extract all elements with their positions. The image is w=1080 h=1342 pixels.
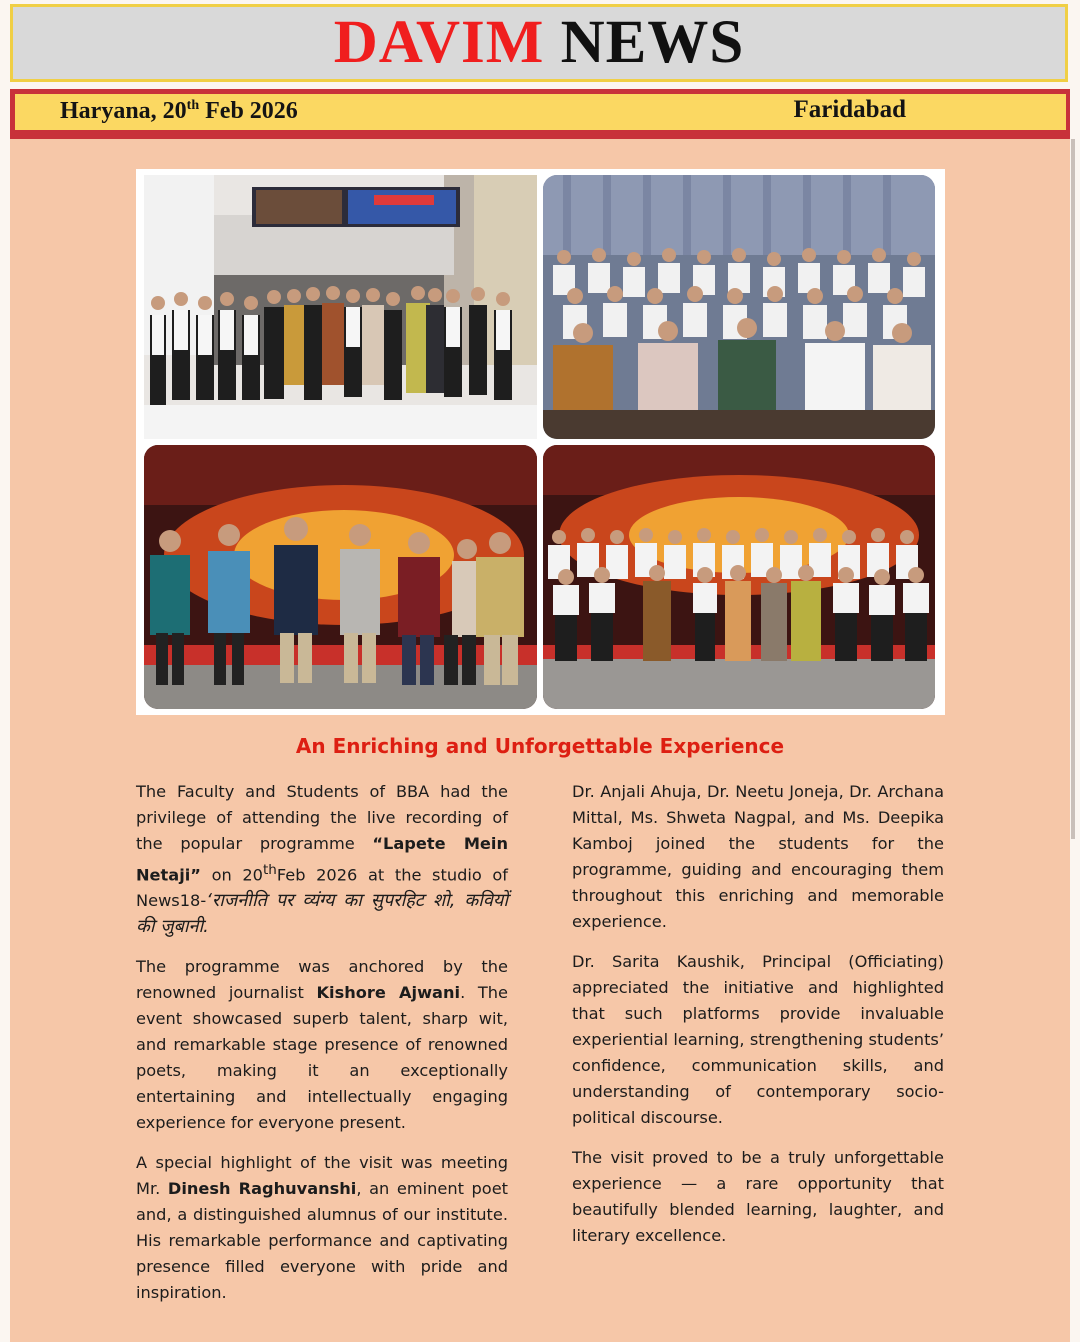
photo-poets-on-set <box>144 445 537 709</box>
photo-collage <box>136 169 945 715</box>
masthead-title <box>13 7 1065 79</box>
paragraph-principal: Dr. Sarita Kaushik, Principal (Officiating) appreciated the initiative and highlighted that such platforms provide invaluable experiential learning, strengthening students’ confidence, communication skills, and understanding of contemporary socio-political discourse. <box>572 952 944 1127</box>
newsletter-page <box>10 139 1070 1342</box>
article-headline: An Enriching and Unforgettable Experience <box>295 734 785 758</box>
dateline-date: Haryana, 20th Feb 2026 <box>60 98 298 124</box>
paragraph-faculty: Dr. Anjali Ahuja, Dr. Neetu Joneja, Dr. Archana Mittal, Ms. Shweta Nagpal, and Ms. Deepika Kamboj joined the students for the programme, guiding and encouraging them throughout this enriching and memorable experience. <box>572 782 944 931</box>
masthead <box>10 4 1068 82</box>
paragraph-highlight: A special highlight of the visit was meeting Mr. Dinesh Raghuvanshi, an eminent poet and, a distinguished alumnus of our institute. His remarkable performance and captivating presence filled everyone with pride and inspiration. <box>136 1153 509 1303</box>
photo-outside-building <box>144 175 537 439</box>
scrollbar[interactable] <box>1071 139 1075 839</box>
paragraph-anchor: The programme was anchored by the renowned journalist Kishore Ajwani. The event showcased superb talent, sharp wit, and remarkable stage presence of renowned poets, making it an exceptionally entertaining and intellectually engaging experience for everyone present. <box>136 957 508 1133</box>
dateline-bar <box>10 89 1070 139</box>
article-column-right <box>572 779 944 1263</box>
masthead-title-black: NEWS <box>560 9 745 76</box>
paragraph-conclusion: The visit proved to be a truly unforgettable experience — a rare opportunity that beautifully blended learning, laughter, and literary excellence. <box>572 1148 944 1245</box>
dateline-city: Faridabad <box>793 96 906 123</box>
photo-group-on-set <box>543 445 935 709</box>
article-column-left <box>136 779 508 1320</box>
paragraph-intro: The Faculty and Students of BBA had the privilege of attending the live recording of the popular programme “Lapete Mein Netaji” on 20thFeb 2026 at the studio of News18-‘राजनीति पर व्यंग्य का सुपरहिट शो, कवियों की जुबानी. <box>136 782 508 938</box>
photo-studio-audience <box>543 175 935 439</box>
masthead-title-red: DAVIM <box>333 9 545 76</box>
